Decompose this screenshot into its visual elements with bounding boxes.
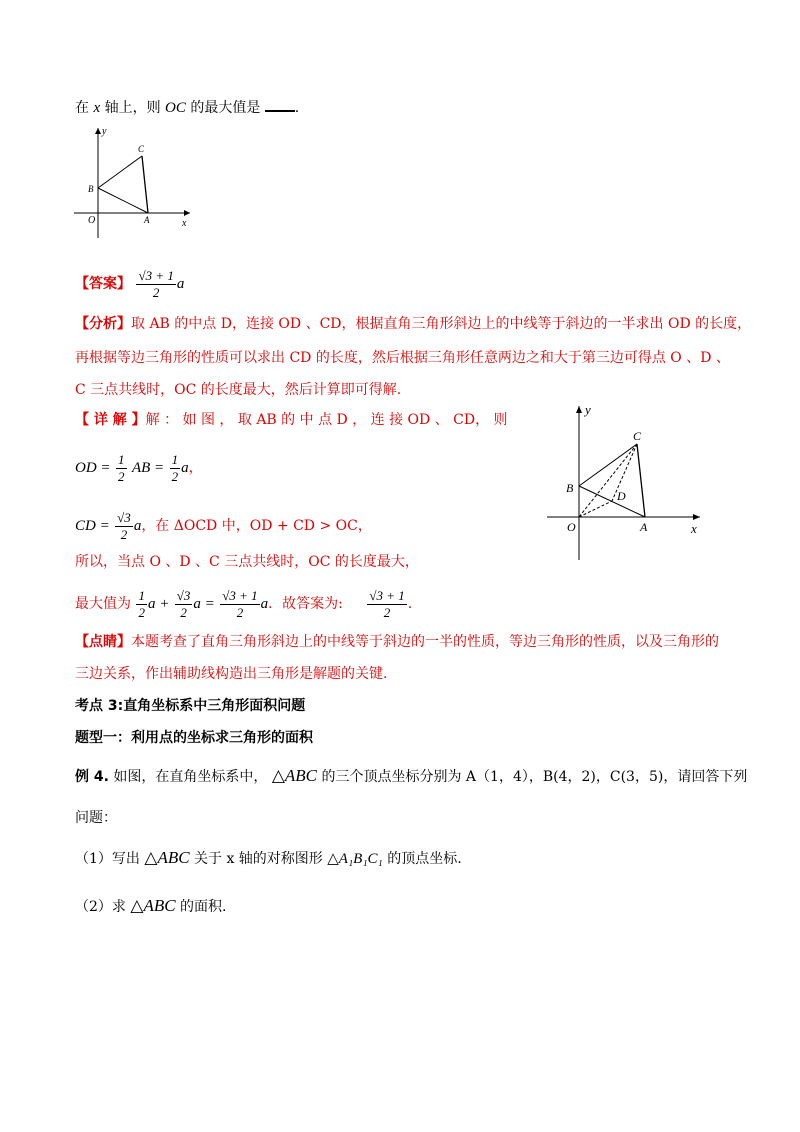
var-x: x [93,100,101,116]
fig1-label-b: B [88,184,94,194]
fig1-side-bc [98,156,142,188]
example-line-2: 问题： [75,810,117,826]
comment-line-2: 三边关系，作出辅助线构造出三角形是解题的关键. [75,666,388,682]
figure-1 [72,120,197,240]
fig2-label-d: D [617,489,626,503]
analysis-line-2: 再根据等边三角形的性质可以求出 CD 的长度，然后根据三角形任意两边之和大于第三边可得点 O 、D 、 [75,350,730,366]
detail-cd-line: CD = $\frac{√3}{2}$ a，在 ΔOCD 中，OD + CD > OC， [75,509,372,542]
answer-tag: 【答案】 [75,276,131,292]
triangle-abc: △ABC [271,766,318,785]
detail-so-line: 所以，当点 O 、D 、C 三点共线时，OC 的长度最大， [75,554,419,570]
fig2-dash-od [579,501,612,517]
section-title: 考点 3:直角坐标系中三角形面积问题 [75,698,306,714]
fig1-label-a: A [144,215,150,225]
comment-line-1: 【点睛】本题考查了直角三角形斜边上的中线等于斜边的一半的性质，等边三角形的性质，以及三角形的 [75,634,719,650]
fig1-label-c: C [138,144,145,154]
figure-2 [545,400,710,565]
fig1-x-arrow [184,210,190,216]
fig1-side-ca [142,156,148,213]
detail-max-line: 最大值为 $\frac{1}{2}$ a + $\frac{√3}{2}$ a = $\frac{√3 + 1}{2}$ a．故答案为: $\frac{√3 + 1}{2}$ . [75,587,413,620]
fig2-label-o: O [567,520,576,534]
type-title: 题型一：利用点的坐标求三角形的面积 [75,730,313,746]
detail-od-line: OD = $\frac{1}{2}$ AB = $\frac{1}{2}$ a， [75,451,203,484]
analysis-line-3: C 三点共线时，OC 的长度最大，然后计算即可得解. [75,382,402,398]
example-line-1: 例 4. 如图，在直角坐标系中， △ABC 的三个顶点坐标分别为 A（1，4），B(4，2)，C(3，5)，请回答下列 [75,766,748,785]
fig2-label-c: C [633,429,642,443]
fig1-label-o: O [88,215,96,226]
fig1-side-ab [98,188,148,213]
analysis-line-1: 【分析】取 AB 的中点 D，连接 OD 、CD，根据直角三角形斜边上的中线等于斜边的一半求出 OD 的长度， [75,316,752,332]
answer-blank [265,98,295,112]
fig2-dash-co [579,444,637,517]
fig2-label-x: x [691,521,697,536]
fig2-y-arrow [576,406,582,413]
fig1-label-x: x [182,218,187,229]
fig2-x-arrow [693,514,700,520]
fig2-label-a: A [640,520,648,534]
fig2-side-ca [637,444,645,517]
var-oc: OC [165,100,186,116]
fig2-label-y: y [585,402,591,417]
fig2-label-b: B [566,481,574,495]
detail-line-1: 【 详 解 】解 ： 如 图 ， 取 AB 的 中 点 D ， 连 接 OD 、 CD， 则 [75,412,508,428]
answer-fraction: $\frac{√3 + 1}{2}$ [138,267,174,300]
question-2: （2）求 △ABC 的面积. [75,896,227,915]
fig1-label-y: y [102,126,107,137]
question-1: （1）写出 △ABC 关于 x 轴的对称图形 △A₁B₁C₁ 的顶点坐标. [75,848,462,867]
intro-line: 在 x 轴上，则 OC 的最大值是 . [75,100,300,116]
fig1-y-arrow [95,128,101,134]
answer-line: 【答案】 $\frac{√3 + 1}{2}$ a [75,267,185,300]
